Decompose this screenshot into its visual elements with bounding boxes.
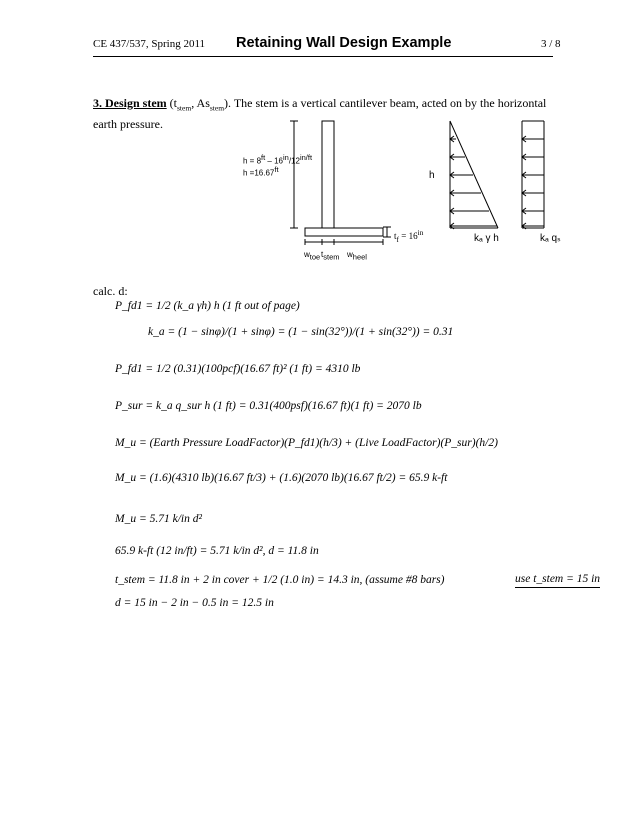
document-title: Retaining Wall Design Example [236, 35, 452, 51]
equation-tstem: t_stem = 11.8 in + 2 in cover + 1/2 (1.0 in) = 14.3 in, (assume #8 bars) [115, 574, 445, 586]
uniform-pressure-diagram [522, 121, 544, 229]
section-heading: 3. Design stem [93, 96, 167, 110]
intro-tail: ). The stem is a vertical cantilever beam, acted on by the horizontal earth pressure. [93, 96, 547, 132]
equation-pfd1-definition: P_fd1 = 1/2 (k_a γh) h (1 ft out of page) [115, 300, 300, 312]
equation-mu-d: M_u = 5.71 k/in d² [115, 513, 202, 525]
equation-pfd1-value: P_fd1 = 1/2 (0.31)(100pcf)(16.67 ft)² (1 ft) = 4310 lb [115, 363, 361, 375]
footing-outline [305, 228, 383, 236]
h-expression: $h = 8^{ft} - 16^{in}/12^{in/ft}$ [243, 153, 313, 166]
equation-mu-definition: M_u = (Earth Pressure LoadFactor)(P_fd1)(h/3) + (Live LoadFactor)(P_sur)(h/2) [115, 437, 498, 449]
equation-mu-value: M_u = (1.6)(4310 lb)(16.67 ft/3) + (1.6)(2070 lb)(16.67 ft/2) = 65.9 k-ft [115, 472, 448, 484]
equation-d-solve: 65.9 k-ft (12 in/ft) = 5.71 k/in d², d = 11.8 in [115, 545, 319, 557]
course-label: CE 437/537, Spring 2011 [93, 38, 206, 50]
stem-thickness-label: $t_{stem}$ [321, 250, 340, 262]
intro-sub2: stem [209, 103, 225, 113]
equation-ka: k_a = (1 − sinφ)/(1 + sinφ) = (1 − sin(32°))/(1 + sin(32°)) = 0.31 [148, 326, 454, 338]
calc-label: calc. d: [93, 284, 128, 298]
intro-paren: (t [169, 96, 178, 110]
triangular-pressure-diagram [450, 121, 498, 229]
intro-mid: , As [191, 96, 210, 110]
h-value: $h =16.67^{ft}$ [243, 165, 279, 178]
soil-pressure-label: kₐ γ h [474, 233, 499, 244]
surcharge-pressure-label: kₐ qₛ [540, 233, 561, 244]
equation-psur: P_sur = k_a q_sur h (1 ft) = 0.31(400psf)(16.67 ft)(1 ft) = 2070 lb [115, 400, 422, 412]
heel-width-label: $w_{heel}$ [347, 250, 367, 262]
toe-width-label: $w_{toe}$ [304, 250, 321, 262]
use-tstem-note: use t_stem = 15 in [515, 573, 600, 588]
footing-thickness-label: $t_f = 16^{in}$ [394, 228, 424, 244]
stem-outline [322, 121, 334, 228]
height-h-label: h [429, 170, 435, 181]
equation-d-final: d = 15 in − 2 in − 0.5 in = 12.5 in [115, 597, 274, 609]
intro-sub1: stem [177, 103, 192, 113]
page-number: 3 / 8 [541, 38, 561, 50]
